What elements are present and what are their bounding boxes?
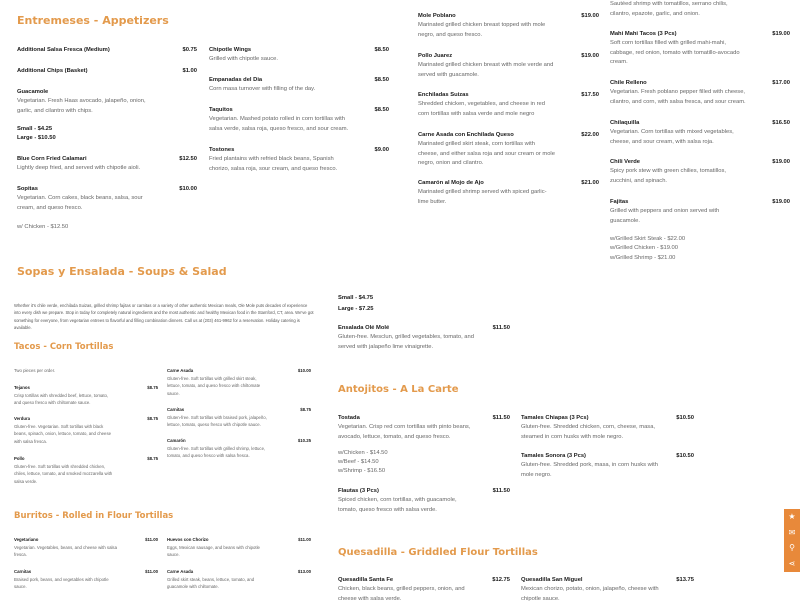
menu-item-description: salsa verde, salsa roja, queso fresco, and sour cream. — [209, 125, 349, 132]
menu-note: w/Grilled Skirt Steak - $22.00 — [610, 235, 686, 242]
menu-item-description: Vegetarian. Mashed potato rolled in corn tortillas with — [209, 116, 345, 123]
menu-item-description: fresca. — [14, 552, 27, 558]
menu-item-price: $17.00 — [772, 79, 790, 86]
menu-item-price: $10.25 — [297, 438, 311, 444]
menu-note: w/ Chicken - $12.50 — [17, 223, 69, 230]
menu-item-name: Empanadas del Dia — [209, 76, 263, 83]
menu-item-description: Grilled with chipotle sauce. — [209, 56, 278, 63]
menu-item-price: $19.00 — [772, 30, 790, 37]
menu-item-description: Gluten-free. Shredded pork, masa, in corn husks with — [521, 462, 658, 469]
menu-item-name: Mole Poblano — [418, 12, 456, 19]
menu-note: Small - $4.25 — [17, 125, 53, 132]
menu-item-name: Chili Verde — [610, 158, 640, 165]
menu-item-description: Spicy pork stew with green chilies, tomatillos, — [610, 168, 726, 175]
location-pin-icon[interactable]: ⚲ — [789, 543, 795, 553]
menu-item-description: and queso fresco with chiltomate sauce. — [14, 400, 91, 406]
menu-item-description: negro, and queso fresco. — [418, 31, 483, 38]
menu-item-name: Tostones — [209, 146, 235, 153]
menu-item-description: Gluten-free. Shredded chicken, corn, cheese, masa, — [521, 424, 656, 431]
menu-note: w/Shrimp - $16.50 — [338, 467, 386, 474]
menu-item-name: Quesadilla Santa Fe — [338, 576, 394, 583]
menu-note: w/Grilled Shrimp - $21.00 — [610, 254, 676, 261]
menu-item-price: $10.00 — [297, 368, 311, 374]
menu-item-description: Vegetarian. Fresh Haas avocado, jalapeño, onion, — [17, 98, 146, 105]
menu-item-description: lime butter. — [418, 198, 447, 205]
menu-item-name: Camarón — [167, 438, 186, 444]
menu-item-name: Camarón al Mojo de Ajo — [418, 179, 484, 186]
menu-item-name: Mahi Mahi Tacos (3 Pcs) — [610, 30, 677, 37]
menu-item-name: Tostada — [338, 414, 360, 421]
menu-item-name: Chipotle Wings — [209, 46, 252, 53]
menu-item-description: cream, and queso fresco. — [17, 204, 83, 211]
menu-item-description: guacamole with chiltomate. — [167, 584, 219, 590]
menu-item-price: $17.50 — [581, 91, 599, 98]
menu-item-name: Verdura — [14, 416, 31, 422]
menu-item-description: Vegetarian. Fresh poblano pepper filled with cheese, — [610, 89, 746, 96]
menu-item-description: Vegetarian. Corn cakes, black beans, salsa, sour — [17, 195, 143, 202]
menu-item-price: $8.75 — [147, 456, 158, 462]
menu-item-price: $12.50 — [179, 155, 197, 162]
menu-item-description: Vegetarian. Vegetables, beans, and cheese with salsa — [14, 544, 117, 550]
menu-item-description: Marinated grilled skirt steak, corn tortillas with — [418, 141, 535, 148]
menu-item-name: Blue Corn Fried Calamari — [17, 155, 87, 162]
star-icon[interactable]: ★ — [788, 511, 796, 521]
menu-item-price: $8.50 — [374, 76, 389, 83]
menu-item-description: lettuce, tomato, queso fresco with chipotle sauce. — [167, 422, 261, 428]
menu-item-price: $8.50 — [374, 46, 389, 53]
menu-item-description: Eggs, Mexican sausage, and beans with chipotle — [167, 544, 260, 550]
menu-item-name: Carne Asada — [167, 569, 194, 575]
menu-item-price: $11.00 — [145, 537, 158, 543]
menu-item-name: Tejanos — [14, 385, 30, 391]
menu-item-description: cilantro, and corn, with salsa fresca, and sour cream. — [610, 98, 746, 105]
mail-icon[interactable]: ✉ — [788, 527, 796, 537]
menu-item-description: steamed in corn husks with mole negro. — [521, 433, 624, 440]
menu-item-name: Vegetariano — [14, 537, 39, 543]
menu-item-description: Shredded chicken, vegetables, and cheese in red — [418, 101, 545, 108]
menu-item-price: $10.50 — [676, 452, 694, 459]
menu-item-description: guacamole. — [610, 217, 640, 224]
menu-item-description: Marinated grilled chicken breast topped with mole — [418, 22, 546, 29]
menu-item-price: $19.00 — [772, 198, 790, 205]
menu-item-price: $19.00 — [772, 158, 790, 165]
section-heading-appetizers: Entremeses - Appetizers — [17, 13, 169, 27]
menu-item-name: Tamales Chiapas (3 Pcs) — [521, 414, 589, 421]
menu-item-name: Flautas (3 Pcs) — [338, 487, 379, 494]
menu-item-name: Carnitas — [167, 407, 185, 413]
menu-item-price: $11.50 — [492, 414, 510, 421]
menu-item-name: Fajitas — [610, 198, 629, 205]
menu-item-description: negro, onion and cilantro. — [418, 160, 484, 167]
menu-item-name: Pollo — [14, 456, 25, 462]
menu-note: w/Chicken - $14.50 — [338, 449, 388, 456]
menu-item-price: $11.50 — [492, 324, 510, 331]
menu-item-description: salsa verde. — [14, 478, 38, 484]
menu-item-description: Gluten-free. Soft tortillas with braised pork, jalapeño, — [167, 414, 267, 420]
menu-item-price: $13.75 — [676, 576, 694, 583]
menu-item-description: with salsa fresca. — [14, 438, 47, 444]
intro-paragraph: Whether it's chile verde, enchilada Suizas, grilled shrimp fajitas or carnitas or a variety of other authentic Mexican meals, Ole Mole puts decades of experience into every dish we prepare. Stop in today for completely natural ingredients and the most authentic and healthy Mexican food in the Stamford, CT, area. We've got something for everyone, from vegetarian entrees to flavorful and filling combination dinners. Call us at (203) 461-9962 for a reservation. Holiday catering is available. — [14, 303, 314, 331]
menu-item-price: $8.75 — [300, 407, 311, 413]
menu-note: Large - $7.25 — [338, 305, 374, 312]
menu-item-description: cheese, and either salsa roja and sour cream or mole — [418, 150, 555, 157]
menu-item-price: $11.00 — [145, 569, 158, 575]
menu-item-description: Sautéed shrimp with tomatillos, serrano chilis, — [610, 1, 728, 8]
menu-item-price: $19.00 — [581, 12, 599, 19]
section-heading-burritos: Burritos - Rolled in Flour Tortillas — [14, 511, 174, 522]
menu-item-description: cheese with salsa verde. — [338, 595, 402, 602]
menu-item-name: Additional Chips (Basket) — [17, 67, 88, 74]
section-heading-quesadilla: Quesadilla - Griddled Flour Tortillas — [338, 546, 538, 558]
menu-item-name: Chile Relleno — [610, 79, 647, 86]
menu-item-description: chorizo, salsa roja, sour cream, and queso fresco. — [209, 165, 338, 172]
menu-item-description: chiles, lettuce, tomato, and smoked mozzarella with — [14, 471, 113, 477]
menu-item-price: $13.00 — [297, 569, 311, 575]
menu-item-description: zucchini, and spinach. — [610, 177, 668, 184]
section-heading-antojitos: Antojitos - A La Carte — [338, 383, 459, 395]
section-heading-soups: Sopas y Ensalada - Soups & Salad — [17, 264, 227, 278]
menu-item-price: $8.50 — [374, 106, 389, 113]
menu-item-description: Gluten-free. Mesclun, grilled vegetables, tomato, and — [338, 334, 474, 341]
menu-item-price: $0.75 — [182, 46, 197, 53]
menu-item-description: Mexican chorizo, potato, onion, jalapeño, cheese with — [521, 586, 659, 593]
menu-item-description: tomato, and queso fresco with salsa fresca. — [167, 453, 250, 459]
menu-item-description: Corn masa turnover with filling of the day. — [209, 86, 316, 93]
menu-item-description: sauce. — [14, 584, 27, 590]
menu-item-price: $12.75 — [492, 576, 510, 583]
menu-item-name: Taquitos — [209, 106, 233, 113]
menu-item-description: cream. — [610, 59, 628, 66]
menu-item-name: Sopitas — [17, 185, 38, 192]
menu-item-description: served with jalapeño lime vinaigrette. — [338, 343, 434, 350]
menu-note: w/Grilled Chicken - $19.00 — [610, 244, 678, 251]
menu-item-description: Fried plantains with refried black beans, Spanish — [209, 156, 334, 163]
menu-item-description: Gluten-free. Soft tortillas with grilled shrimp, lettuce, — [167, 445, 266, 451]
menu-item-description: cheese, and sour cream, with salsa roja. — [610, 138, 714, 145]
menu-item-description: Lightly deep fried, and served with chipotle aioli. — [17, 165, 141, 172]
menu-item-description: Chicken, black beans, grilled peppers, onion, and — [338, 586, 465, 593]
menu-item-description: cilantro, epazote, garlic, and onion. — [610, 10, 700, 17]
menu-item-description: Spiced chicken, corn tortillas, with guacamole, — [338, 497, 457, 504]
menu-item-price: $8.75 — [147, 385, 158, 391]
menu-note: w/Beef - $14.50 — [338, 458, 379, 465]
menu-item-price: $10.00 — [179, 185, 197, 192]
menu-item-name: Pollo Juarez — [418, 52, 453, 59]
floating-action-bar — [784, 509, 800, 572]
menu-note: Small - $4.75 — [338, 294, 374, 301]
menu-item-description: Soft corn tortillas filled with grilled mahi-mahi, — [610, 40, 726, 47]
menu-item-description: Gluten-free. Soft tortillas with shredded chicken, — [14, 463, 106, 469]
menu-note: Large - $10.50 — [17, 134, 56, 141]
menu-item-name: Carne Asada — [167, 368, 194, 374]
menu-item-name: Carnitas — [14, 569, 32, 575]
menu-item-description: Grilled skirt steak, beans, lettuce, tomato, and — [167, 576, 255, 582]
menu-item-price: $1.00 — [182, 67, 197, 74]
menu-item-name: Chilaquilla — [610, 119, 640, 126]
menu-item-price: $10.50 — [676, 414, 694, 421]
menu-item-description: beans, spinach, onion, lettuce, tomato, and cheese — [14, 431, 111, 437]
menu-item-name: Huevos con Chorizo — [167, 537, 209, 543]
menu-item-price: $11.50 — [492, 487, 510, 494]
menu-item-description: chipotle sauce. — [521, 595, 560, 602]
menu-item-description: Marinated grilled shrimp served with spiced garlic- — [418, 189, 547, 196]
menu-item-description: Gluten-free. Vegetarian. Soft tortillas with black — [14, 423, 104, 429]
menu-item-description: avocado, lettuce, tomato, and queso fresco. — [338, 433, 451, 440]
menu-note: Two pieces per order. — [14, 368, 56, 374]
menu-item-description: cabbage, red onion, tomato with tomatillo-avocado — [610, 49, 740, 56]
menu-item-description: Grilled with peppers and onion served with — [610, 208, 720, 215]
menu-item-description: sauce. — [167, 390, 180, 396]
menu-item-description: Marinated grilled chicken breast with mole verde and — [418, 62, 554, 69]
menu-item-name: Tamales Sonora (3 Pcs) — [521, 452, 586, 459]
menu-item-description: Vegetarian. Corn tortillas with mixed vegetables, — [610, 129, 734, 136]
menu-item-name: Guacamole — [17, 88, 49, 95]
menu-item-price: $11.00 — [298, 537, 311, 543]
menu-item-description: Braised pork, beans, and vegetables with chipotle — [14, 576, 109, 582]
menu-item-description: sauce. — [167, 552, 180, 558]
menu-item-description: served with guacamole. — [418, 71, 479, 78]
menu-item-price: $22.00 — [581, 131, 599, 138]
menu-item-price: $9.00 — [374, 146, 389, 153]
menu-item-description: tomato, queso fresco with salsa verde. — [338, 506, 437, 513]
section-heading-tacos: Tacos - Corn Tortillas — [14, 342, 114, 353]
menu-item-description: Vegetarian. Crisp red corn tortillas with pinto beans, — [338, 424, 471, 431]
menu-item-description: lettuce, tomato, and queso fresco with chiltomate — [167, 383, 261, 389]
menu-item-name: Carne Asada con Enchilada Queso — [418, 131, 514, 138]
menu-item-description: corn tortillas with salsa verde and mole negro — [418, 110, 535, 117]
menu-item-price: $19.00 — [581, 52, 599, 59]
menu-item-price: $16.50 — [772, 119, 790, 126]
menu-item-description: Gluten-free. Soft tortillas with grilled skirt steak, — [167, 375, 257, 381]
menu-item-description: Crisp tortillas with shredded beef, lettuce, tomato, — [14, 392, 109, 398]
menu-item-description: mole negro. — [521, 471, 552, 478]
menu-item-description: garlic, and cilantro with chips. — [17, 107, 93, 114]
menu-item-name: Quesadilla San Miguel — [521, 576, 583, 583]
menu-item-price: $21.00 — [581, 179, 599, 186]
menu-item-name: Additional Salsa Fresca (Medium) — [17, 46, 110, 53]
share-icon[interactable]: ⋖ — [788, 559, 796, 569]
menu-item-price: $8.75 — [147, 416, 158, 422]
menu-item-name: Enchiladas Suizas — [418, 91, 469, 98]
menu-item-name: Ensalada Olé Molé — [338, 324, 390, 331]
